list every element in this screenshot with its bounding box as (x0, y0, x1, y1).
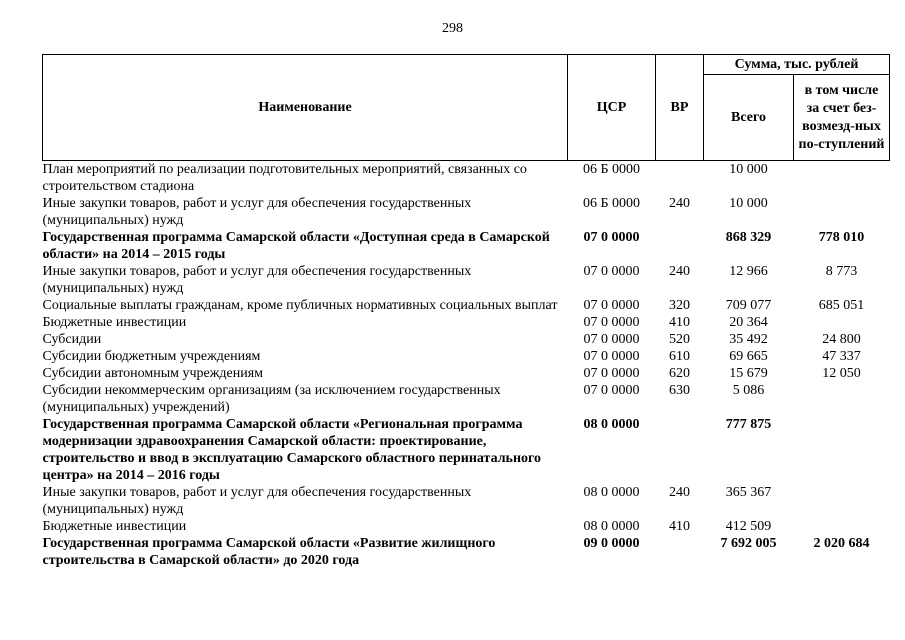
csr-cell: 09 0 0000 (583, 536, 640, 551)
total-cell: 15 679 (729, 366, 768, 381)
csr-cell: 08 0 0000 (583, 485, 640, 500)
csr-cell: 08 0 0000 (583, 417, 640, 432)
table-row (43, 535, 890, 569)
name-cell: Иные закупки товаров, работ и услуг для обеспечения государственных (муниципальных) нужд (42, 264, 472, 296)
table-row (43, 195, 890, 229)
gratis-cell: 47 337 (822, 349, 861, 364)
total-cell: 412 509 (725, 519, 772, 534)
header-total: Всего (704, 75, 794, 161)
vr-cell (656, 535, 704, 569)
vr-cell: 520 (669, 332, 690, 347)
table-row (43, 484, 890, 518)
name-cell: Государственная программа Самарской области «Региональная программа модернизации здравоохранения Самарской области: проектирование, строительство и ввод в эксплуатацию Самарского областного перинатального центра» на 2014 – 2016 годы (42, 417, 542, 483)
name-cell: План мероприятий по реализации подготовительных мероприятий, связанных со строительством стадиона (42, 162, 527, 194)
total-cell: 20 364 (729, 315, 768, 330)
total-cell: 709 077 (725, 298, 772, 313)
csr-cell: 07 0 0000 (583, 349, 640, 364)
budget-table (42, 54, 890, 569)
table-row (43, 518, 890, 535)
name-cell: Субсидии автономным учреждениям (42, 366, 264, 381)
header-name: Наименование (43, 55, 568, 161)
name-cell: Бюджетные инвестиции (42, 519, 187, 534)
table-row (43, 229, 890, 263)
table-row (43, 365, 890, 382)
name-cell: Социальные выплаты гражданам, кроме публичных нормативных социальных выплат (42, 298, 558, 313)
csr-cell: 08 0 0000 (583, 519, 640, 534)
name-cell: Субсидии бюджетным учреждениям (42, 349, 261, 364)
vr-cell: 610 (669, 349, 690, 364)
csr-cell: 07 0 0000 (583, 332, 640, 347)
gratis-cell: 685 051 (818, 298, 865, 313)
table-row (43, 382, 890, 416)
table-row (43, 263, 890, 297)
table-row (43, 161, 890, 196)
vr-cell: 410 (669, 315, 690, 330)
csr-cell: 07 0 0000 (583, 264, 640, 279)
table-row (43, 331, 890, 348)
total-cell: 365 367 (725, 485, 772, 500)
gratis-cell (794, 195, 890, 229)
name-cell: Иные закупки товаров, работ и услуг для обеспечения государственных (муниципальных) нужд (42, 196, 472, 228)
csr-cell: 06 Б 0000 (582, 162, 641, 177)
total-cell: 5 086 (732, 383, 765, 398)
total-cell: 69 665 (729, 349, 768, 364)
total-cell: 7 692 005 (720, 536, 777, 551)
table-row (43, 416, 890, 484)
table-row (43, 297, 890, 314)
vr-cell (656, 416, 704, 484)
total-cell: 777 875 (725, 417, 772, 432)
csr-cell: 07 0 0000 (583, 383, 640, 398)
vr-cell: 630 (669, 383, 690, 398)
gratis-cell: 778 010 (818, 230, 865, 245)
total-cell: 868 329 (725, 230, 772, 245)
total-cell: 10 000 (729, 196, 768, 211)
vr-cell (656, 161, 704, 196)
vr-cell: 240 (669, 196, 690, 211)
gratis-cell (794, 518, 890, 535)
table-row (43, 314, 890, 331)
name-cell: Государственная программа Самарской области «Развитие жилищного строительства в Самарской области» до 2020 года (42, 536, 496, 568)
gratis-cell: 2 020 684 (813, 536, 870, 551)
vr-cell (656, 229, 704, 263)
name-cell: Субсидии некоммерческим организациям (за исключением государственных (муниципальных) учреждений) (42, 383, 501, 415)
csr-cell: 06 Б 0000 (582, 196, 641, 211)
vr-cell: 620 (669, 366, 690, 381)
vr-cell: 410 (669, 519, 690, 534)
csr-cell: 07 0 0000 (583, 315, 640, 330)
gratis-cell (794, 314, 890, 331)
csr-cell: 07 0 0000 (583, 298, 640, 313)
header-gratis: в том числе за счет без-возмезд-ных по-ступлений (794, 75, 890, 161)
name-cell: Государственная программа Самарской области «Доступная среда в Самарской области» на 2014 – 2015 годы (42, 230, 550, 262)
header-csr: ЦСР (568, 55, 656, 161)
gratis-cell (794, 382, 890, 416)
name-cell: Субсидии (42, 332, 102, 347)
header-vr: ВР (656, 55, 704, 161)
gratis-cell: 8 773 (825, 264, 858, 279)
name-cell: Бюджетные инвестиции (42, 315, 187, 330)
vr-cell: 240 (669, 485, 690, 500)
total-cell: 35 492 (729, 332, 768, 347)
csr-cell: 07 0 0000 (583, 366, 640, 381)
gratis-cell: 24 800 (822, 332, 861, 347)
gratis-cell (794, 161, 890, 196)
csr-cell: 07 0 0000 (583, 230, 640, 245)
name-cell: Иные закупки товаров, работ и услуг для обеспечения государственных (муниципальных) нужд (42, 485, 472, 517)
table-row (43, 348, 890, 365)
header-sum: Сумма, тыс. рублей (704, 55, 890, 75)
vr-cell: 240 (669, 264, 690, 279)
page-number: 298 (442, 21, 463, 36)
gratis-cell (794, 484, 890, 518)
total-cell: 10 000 (729, 162, 768, 177)
gratis-cell: 12 050 (822, 366, 861, 381)
vr-cell: 320 (669, 298, 690, 313)
total-cell: 12 966 (729, 264, 768, 279)
gratis-cell (794, 416, 890, 484)
